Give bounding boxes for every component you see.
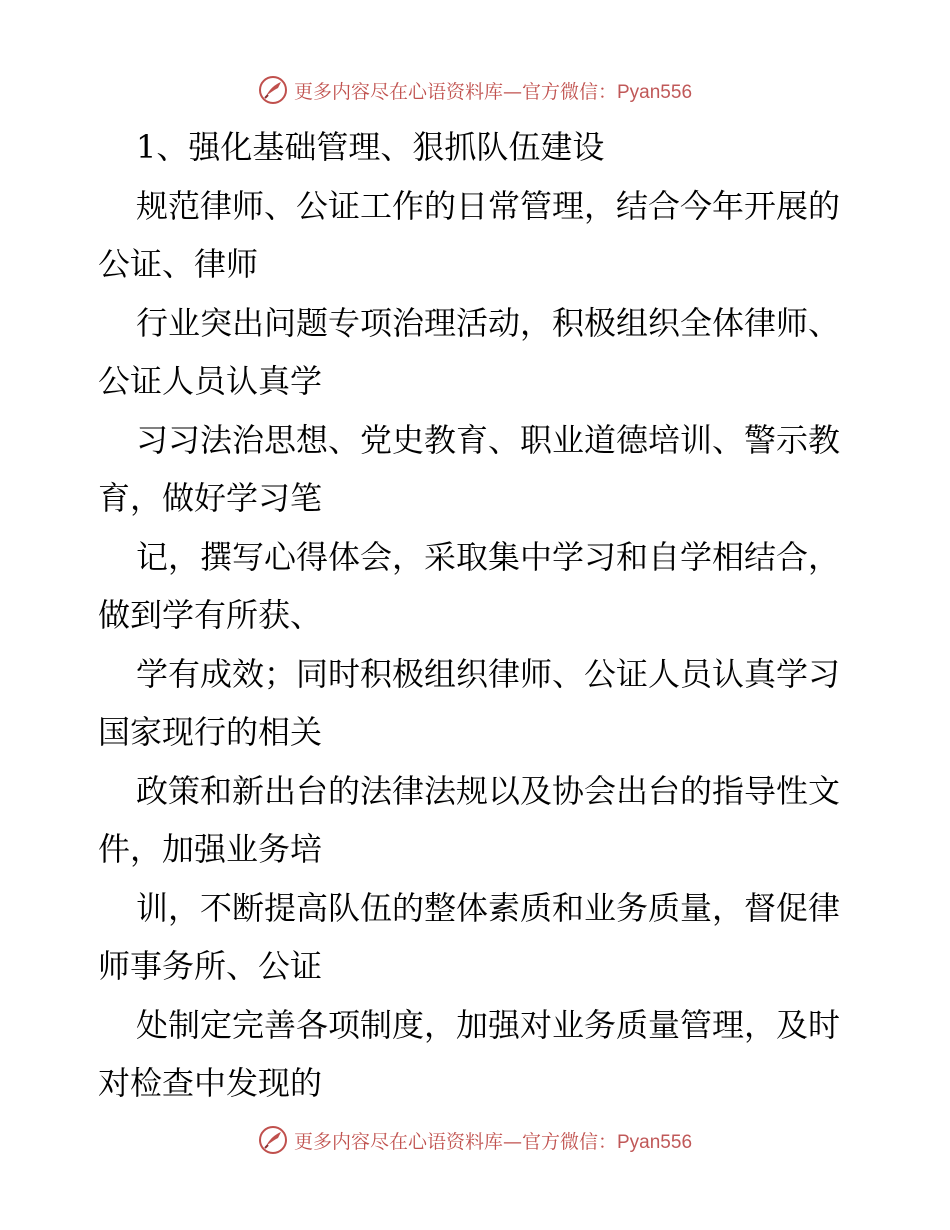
body-paragraph: 规范律师、公证工作的日常管理，结合今年开展的公证、律师: [98, 186, 841, 283]
header-banner-wechat-id: Pyan556: [617, 81, 693, 103]
body-paragraph: 习习法治思想、党史教育、职业道德培训、警示教育，做好学习笔: [98, 420, 841, 517]
footer-banner-text: 更多内容尽在心语资料库—官方微信：Pyan556: [293, 1130, 693, 1153]
body-paragraph: 政策和新出台的法律法规以及协会出台的指导性文件，加强业务培: [98, 771, 841, 868]
body-paragraph: 记，撰写心得体会，采取集中学习和自学相结合，做到学有所获、: [98, 537, 841, 634]
body-paragraph: 行业突出问题专项治理活动，积极组织全体律师、公证人员认真学: [98, 303, 841, 400]
footer-banner-wechat-id: Pyan556: [617, 1131, 693, 1153]
body-paragraph: 学有成效；同时积极组织律师、公证人员认真学习国家现行的相关: [98, 654, 841, 751]
footer-banner: [0, 1120, 950, 1160]
body-paragraph: 训，不断提高队伍的整体素质和业务质量，督促律师事务所、公证: [98, 888, 841, 985]
body-paragraph: 处制定完善各项制度，加强对业务质量管理，及时对检查中发现的: [98, 1005, 841, 1102]
pen-logo-icon: [258, 1125, 288, 1155]
header-banner-text: 更多内容尽在心语资料库—官方微信：Pyan556: [293, 80, 693, 103]
section-heading: 1、强化基础管理、狠抓队伍建设: [136, 128, 605, 166]
pen-logo-icon: [258, 75, 288, 105]
header-banner: [0, 70, 950, 110]
document-body: [98, 118, 858, 1113]
